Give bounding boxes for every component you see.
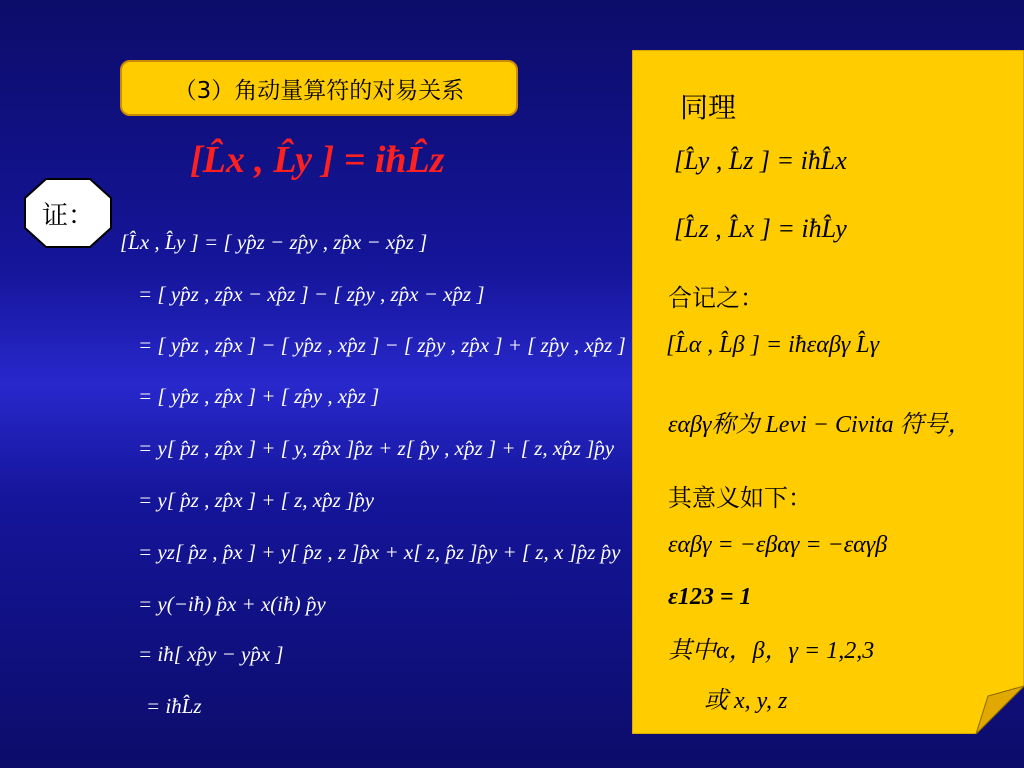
proof-label: 证： [41, 200, 94, 231]
proof-line-1: [L̂x , L̂y ] = [ yp̂z − zp̂y , zp̂x − xp̂z ] [120, 230, 428, 254]
proof-line-6: = y[ p̂z , zp̂x ] + [ z, xp̂z ]p̂y [138, 488, 375, 512]
proof-line-3: = [ yp̂z , zp̂x ] − [ yp̂z , xp̂z ] − [ zp̂y , zp̂x ] + [ zp̂y , xp̂z ] [138, 333, 626, 357]
proof-line-7: = yz[ p̂z , p̂x ] + y[ p̂z , z ]p̂x + x[ z, p̂z ]p̂y + [ z, x ]p̂z p̂y [138, 540, 621, 564]
note-heading: 同理 [680, 91, 737, 124]
note-epsilon-value: ε123 = 1 [668, 584, 752, 610]
proof-line-4: = [ yp̂z , zp̂x ] + [ zp̂y , xp̂z ] [138, 384, 380, 408]
proof-line-10: = iħL̂z [146, 694, 202, 718]
proof-line-2: = [ yp̂z , zp̂x − xp̂z ] − [ zp̂y , zp̂x − xp̂z ] [138, 282, 485, 306]
proof-line-9: = iħ[ xp̂y − yp̂x ] [138, 642, 284, 666]
slide-title-text: （3）角动量算符的对易关系 [173, 77, 465, 104]
note-levi-civita: εαβγ称为 Levi − Civita 符号， [668, 412, 972, 438]
note-eq-1: [L̂y , L̂z ] = iħL̂x [674, 146, 847, 175]
slide-title [120, 60, 518, 116]
note-indices: 其中α，β，γ = 1,2,3 [668, 638, 875, 664]
note-antisym-eq: εαβγ = −εβαγ = −εαγβ [668, 532, 888, 558]
note-or-line: 或 x, y, z [704, 688, 788, 714]
main-equation: [L̂x , L̂y ] = iħL̂z [190, 139, 445, 181]
note-combined-eq: [L̂α , L̂β ] = iħεαβγ L̂γ [666, 332, 880, 358]
note-eq-2: [L̂z , L̂x ] = iħL̂y [674, 214, 847, 243]
proof-tag [24, 178, 112, 248]
note-meaning-label: 其意义如下： [668, 484, 812, 512]
proof-line-8: = y(−iħ) p̂x + x(iħ) p̂y [138, 592, 326, 616]
proof-line-5: = y[ p̂z , zp̂x ] + [ y, zp̂x ]p̂z + z[ p̂y , xp̂z ] + [ z, xp̂z ]p̂y [138, 436, 615, 460]
note-combined-label: 合记之： [668, 284, 764, 312]
note-paper [632, 50, 1024, 734]
